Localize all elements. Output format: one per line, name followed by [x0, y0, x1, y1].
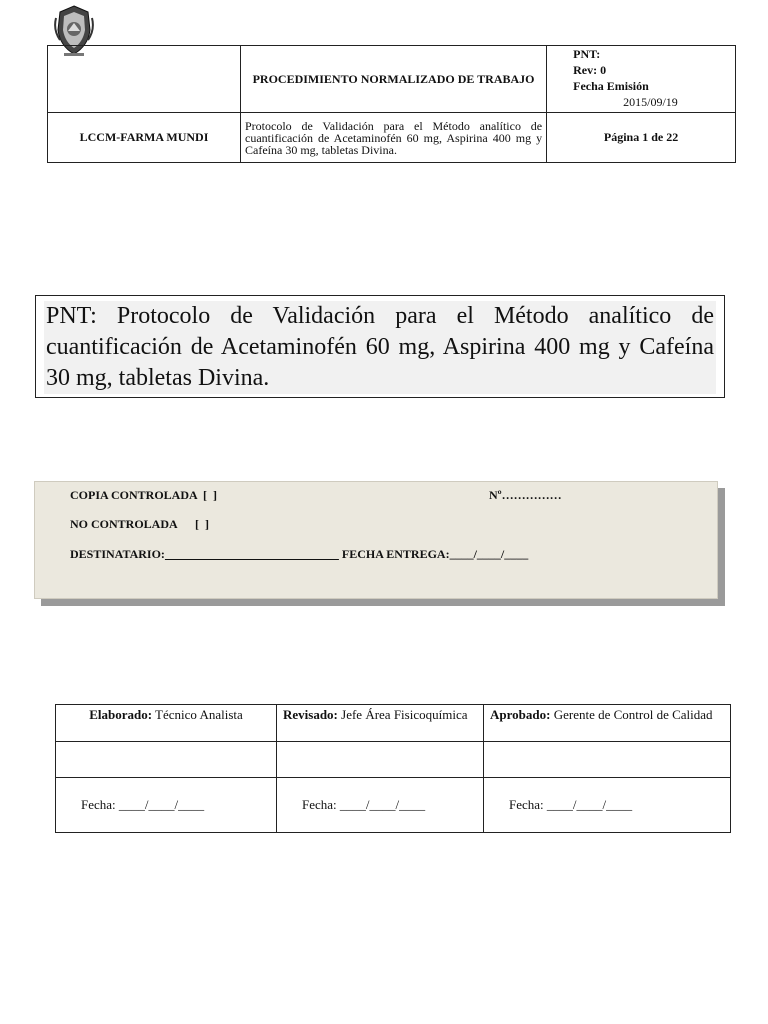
issue-date-label: Fecha Emisión: [573, 79, 649, 93]
signature-table: [55, 704, 731, 833]
prepared-signature-cell: [56, 742, 277, 778]
recipient-blank: [165, 547, 339, 561]
doc-description: Protocolo de Validación para el Método analítico de cuantificación de Acetaminofén 60 mg, Aspirina 400 mg y Cafeína 30 mg, tabletas Divina.: [245, 118, 543, 157]
recipient-label: DESTINATARIO:: [70, 547, 165, 561]
prepared-person: Técnico Analista: [152, 707, 243, 722]
copy-number-label: Nº……………: [489, 488, 562, 502]
approved-date: Fecha: ____/____/____: [509, 797, 633, 812]
approved-date-cell: [484, 778, 731, 833]
pnt-label: PNT:: [573, 47, 601, 61]
issue-date-value: 2015/09/19: [623, 95, 678, 109]
recipient-line: [70, 547, 528, 562]
copy-control-box: [34, 481, 718, 599]
company-cell: [48, 113, 241, 163]
approved-by-cell: [484, 705, 731, 742]
approved-role: Aprobado:: [490, 707, 551, 722]
prepared-date: Fecha: ____/____/____: [81, 797, 205, 812]
document-title: PNT: Protocolo de Validación para el Método analítico de cuantificación de Acetaminofén 60 mg, Aspirina 400 mg y Cafeína 30 mg, tabletas Divina.: [44, 301, 716, 394]
pnt-info-cell: [547, 46, 736, 113]
revision: Rev: 0: [573, 63, 607, 77]
document-header-table: [47, 45, 736, 163]
prepared-role: Elaborado:: [89, 707, 153, 722]
reviewed-role: Revisado:: [283, 707, 338, 722]
reviewed-signature-cell: [277, 742, 484, 778]
controlled-copy-label: COPIA CONTROLADA [ ]: [70, 488, 218, 502]
page-number-cell: [547, 113, 736, 163]
delivery-date-blank: ____/____/____: [449, 547, 529, 561]
description-cell: [241, 113, 547, 163]
header-logo-cell: [48, 46, 241, 113]
company-name: LCCM-FARMA MUNDI: [79, 130, 209, 144]
prepared-by-cell: [56, 705, 277, 742]
reviewed-date-cell: [277, 778, 484, 833]
approved-person: Gerente de Control de Calidad: [550, 707, 713, 722]
reviewed-person: Jefe Área Fisicoquímica: [337, 707, 468, 722]
approved-signature-cell: [484, 742, 731, 778]
doc-type: PROCEDIMIENTO NORMALIZADO DE TRABAJO: [252, 71, 535, 86]
reviewed-date: Fecha: ____/____/____: [302, 797, 426, 812]
document-title-box: [35, 295, 725, 398]
doc-type-cell: [241, 46, 547, 113]
prepared-date-cell: [56, 778, 277, 833]
delivery-date-label: FECHA ENTREGA:: [338, 547, 450, 561]
not-controlled-label: NO CONTROLADA [ ]: [70, 517, 210, 531]
reviewed-by-cell: [277, 705, 484, 742]
page-number: Página 1 de 22: [603, 130, 679, 144]
